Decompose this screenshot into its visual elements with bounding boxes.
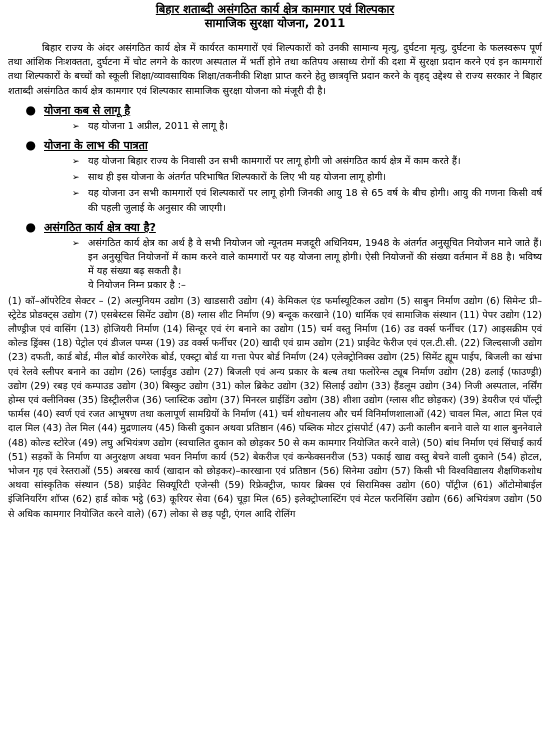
list-item [72, 187, 542, 215]
list-item [72, 171, 542, 185]
list-item [72, 120, 542, 134]
bullet-dot-icon: ● [25, 219, 36, 234]
section-heading-start [8, 103, 542, 118]
arrow-bullet-icon: ➢ [72, 238, 80, 249]
list-item [72, 237, 542, 294]
title-line-1: बिहार शताब्दी असंगठित कार्य क्षेत्र कामगार एवं शिल्पकार [155, 2, 395, 16]
section-heading-eligibility [8, 138, 542, 153]
section-heading-text: योजना के लाभ की पात्रता [44, 139, 148, 153]
arrow-bullet-icon: ➢ [72, 189, 80, 200]
list-item-text: यह योजना 1 अप्रील, 2011 से लागू है। [88, 120, 228, 132]
bullet-dot-icon: ● [25, 102, 36, 117]
document-title [8, 2, 542, 30]
list-item-text: यह योजना बिहार राज्य के निवासी उन सभी कामगारों पर लागू होगी जो असंगठित कार्य क्षेत्र में काम करते हैं। [88, 156, 461, 168]
arrow-bullet-icon: ➢ [72, 121, 80, 132]
bullet-dot-icon: ● [25, 138, 36, 153]
list-item-body: असंगठित कार्य क्षेत्र का अर्थ है वे सभी नियोजन जो न्यूनतम मजदूरी अधिनियम, 1948 के अंतर्गत अनुसूचित नियोजन माने जाते हैं। इन अनुसूचित नियोजनों में काम करने वाले कामगारों पर यह योजना लागू होगी। ऐसी नियोजनों की संख्या वर्तमान में 88 है। भविष्य में यह संख्या बढ़ सकती है। [88, 237, 542, 278]
list-item [72, 155, 542, 169]
list-intro: ये नियोजन निम्न प्रकार है :– [88, 280, 186, 292]
list-item-text: यह योजना उन सभी कामगारों एवं शिल्पकारों पर लागू होगी जिनकी आयु 18 से 65 वर्ष के बीच होगी। आयु की गणना किसी वर्ष की पहली जुलाई के अनुसार की जाएगी। [88, 188, 542, 214]
section-heading-text: असंगठित कार्य क्षेत्र क्या है? [44, 220, 156, 234]
section-heading-unorganised [8, 220, 542, 235]
employment-list: (1) कॉ–ऑपरेटिव सेक्टर – (2) अल्मुनियम उद्योग (3) खाडसारी उद्योग (4) केमिकल एंड फर्मास्यूटिकल उद्योग (5) साबुन निर्माण उद्योग (6) सिमेन्ट प्री–स्ट्रेटेड प्रोडक्ट्स उद्योग (7) एसबेस्टस सिमेंट उद्योग (8) ग्लास शीट निर्माण (9) बन्दूक करखाने (10) धार्मिक एवं सामाजिक संस्थान (11) पेपर उद्योग (12) लौण्ड्रीज एवं वासिंग (13) होजियरी निर्माण (14) सिन्दूर एवं रंग बनाने का उद्योग (15) चर्म वस्तु निर्माण (16) उड वर्क्स फर्नीचर (17) आइसक्रीम एवं कोल्ड ड्रिंक्स (18) पेट्रोल एवं डीजल पम्प्स (19) उड वर्क्स फर्नीचर (20) खादी एवं ग्राम उद्योग (21) प्राईवेट फेरीज एवं एल.टी.सी. (22) जिल्दसाजी उद्योग (23) दफती, कार्ड बोर्ड, मील बोर्ड कारगेरेक बोर्ड, एक्स्ट्रा बोर्ड या गत्ता पेपर बोर्ड निर्माण (24) एलेक्ट्रोनिक्स उद्योग (25) सिमेंट ह्यूम पाईप, बिजली का खंभा एवं रेलवे स्लीपर बनाने का उद्योग (26) प्लाईवुड उद्योग (27) बिजली एवं अन्य प्रकार के बल्ब तथा फलोरेन्स ट्यूब निर्माण उद्योग (28) ढलाई (फाउण्ड्री) उद्योग (29) रबड़ एवं कम्पाउड उद्योग (30) बिस्कुट उद्योग (31) कोल ब्रिकेट उद्योग (32) सिलाई उद्योग (33) हैंडलूम उद्योग (34) निजी अस्पताल, नर्सिंग होम्स एवं क्लीनिक्स (35) डिस्ट्रीलरीज (36) प्लास्टिक उद्योग (37) मिनरल ग्राईडिंग उद्योग (38) शीशा उद्योग (ग्लास शीट छोड़कर) (39) डेयरीज एवं पॉल्ट्री फार्मस (40) स्वर्ण एवं रजत आभूषण तथा कलापूर्ण सामग्रियों के निर्माण (41) चर्म शोधनालय और चर्म विनिर्माणशालाओं (42) चावल मिल, आटा मिल एवं दाल मिल (43) तेल मिल (44) मुद्रणालय (45) किसी दुकान अथवा प्रतिष्ठान (46) पब्लिक मोटर ट्रांसपोर्ट (47) ऊनी कालीन बनाने वाले या शाल बुननेवाले (48) कोल्ड स्टोरेज (49) लघु अभियंत्रण उद्योग (स्वचालित दुकान को छोड़कर 50 से कम कामगार नियोजित करने वाले) (50) बांध निर्माण एवं सिंचाई कार्य (51) सड़कों के निर्माण या अनुरक्षण अथवा भवन निर्माण कार्य (52) बेकरीज एवं कन्फेक्सनरीज (53) पकाई खाद्य वस्तु बेचने वाली दुकाने (54) होटल, भोजन गृह एवं रेस्तराओं (55) अबरख कार्य (खादान को छोड़कर)–कारखाना एवं प्रतिष्ठान (56) सिनेमा उद्योग (57) किसी भी विश्वविद्यालय शैक्षणिकशोध अथवा सांस्कृतिक संस्थान (58) प्राईवेट सिक्यूरिटी एजेन्सी (59) रिफ्रेक्ट्रीज, फायर ब्रिक्स एवं सिरामिक्स उद्योग (60) पॉट्रीज (61) ऑटोमोबाईल इंजिनियरिंग शॉप्स (62) हार्ड कोक भट्ठे (63) कूरियर सेवा (64) चूड़ा मिल (65) इलेक्ट्रोप्लास्टिंग एवं मेटल फरनिसिंग उद्योग (66) अभियंत्रण उद्योग (50 से अधिक कामगार नियोजित करने वाले) (67) लोका से छड़ पट्टी, एंगल आदि रोलिंग [8, 295, 542, 520]
list-item-text [88, 237, 542, 294]
title-line-2: सामाजिक सुरक्षा योजना, 2011 [204, 16, 346, 30]
arrow-bullet-icon: ➢ [72, 157, 80, 168]
list-item-text: साथ ही इस योजना के अंतर्गत परिभाषित शिल्पकारों के लिए भी यह योजना लागू होगी। [88, 172, 387, 184]
arrow-bullet-icon: ➢ [72, 173, 80, 184]
intro-paragraph: बिहार राज्य के अंदर असंगठित कार्य क्षेत्र में कार्यरत कामगारों एवं शिल्पकारों को उनकी सामान्य मृत्यु, दुर्घटना मृत्यु, दुर्घटना के फलस्वरूप पूर्ण तथा आंशिक निःशक्तता, दुर्घटना में चोट लगने के कारण अस्पताल में भर्ती होने तथा कतिपय असाध्य रोगों की दशा में सुरक्षा प्रदान करने एवं इन कामगारों तथा शिल्पकारों के बच्चों को स्कूली शिक्षा/व्यावसायिक शिक्षा/तकनीकी शिक्षा प्राप्त करने हेतु छात्रवृत्ति प्रदान करने के वृहद् उद्देश्य से राज्य सरकार ने बिहार शताब्दी असंगठित कार्य क्षेत्र कामगार एवं शिल्पकार सामाजिक सुरक्षा योजना को मंजूरी दी है। [8, 43, 542, 97]
section-heading-text: योजना कब से लागू है [44, 103, 131, 117]
